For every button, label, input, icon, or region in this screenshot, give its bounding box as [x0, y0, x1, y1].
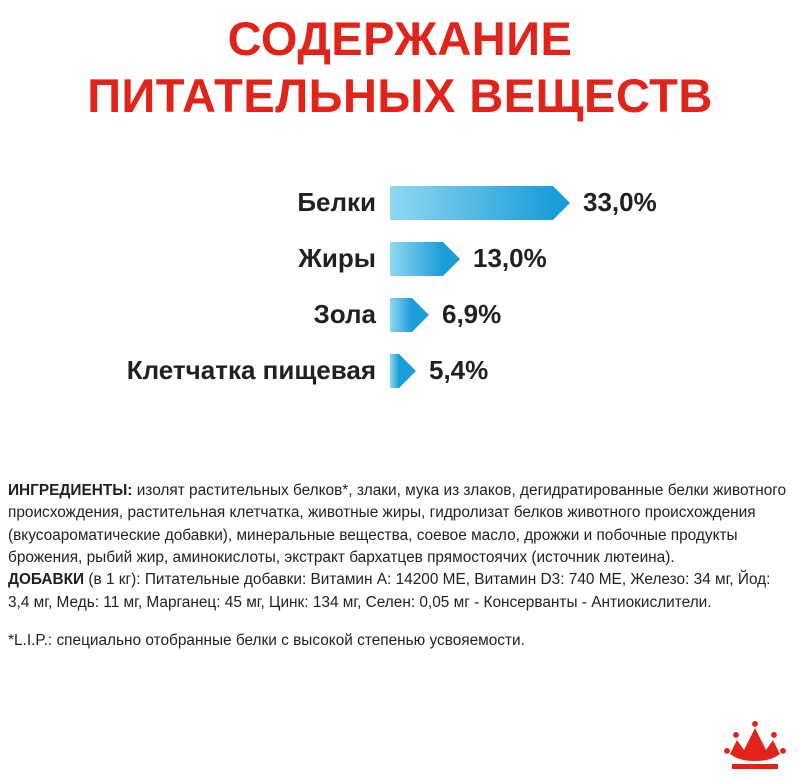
- bar-value: 5,4%: [429, 355, 489, 386]
- bar-protein: [390, 186, 553, 220]
- bar-fill: [390, 354, 399, 388]
- bar-value: 13,0%: [473, 243, 547, 274]
- bar-fill: [390, 186, 553, 220]
- bar-wrap: [390, 354, 488, 388]
- bar-fill: [390, 242, 443, 276]
- ingredients-label: ИНГРЕДИЕНТЫ:: [8, 482, 133, 499]
- chart-row: [0, 175, 800, 231]
- chart-row: [0, 231, 800, 287]
- bar-value: 6,9%: [442, 299, 502, 330]
- bar-arrow-tip: [412, 298, 429, 332]
- bar-label: Зола: [313, 299, 376, 330]
- bar-arrow-tip: [399, 354, 416, 388]
- bar-label: Клетчатка пищевая: [126, 355, 376, 386]
- additives-paragraph: [8, 569, 792, 614]
- bar-fat: [390, 242, 443, 276]
- ingredients-paragraph: [8, 480, 792, 569]
- composition-text: [8, 480, 792, 652]
- bar-label: Белки: [297, 187, 376, 218]
- nutrient-bar-chart: [0, 175, 800, 399]
- bar-label: Жиры: [298, 243, 376, 274]
- bar-wrap: [390, 242, 547, 276]
- chart-row: [0, 343, 800, 399]
- ingredients-body: изолят растительных белков*, злаки, мука из злаков, дегидратированные белки животного происхождения, растительная клетчатка, животные жиры, гидролизат белков животного происхождения (вкусоароматические добавки), минеральные вещества, соевое масло, дрожжи и побочные продукты брожения, рыбий жир, аминокислоты, экстракт бархатцев прямостоячих (источник лютеина).: [8, 482, 787, 566]
- bar-wrap: [390, 298, 501, 332]
- footnote: *L.I.P.: специально отобранные белки с высокой степенью усвояемости.: [8, 631, 525, 649]
- bar-wrap: [390, 186, 657, 220]
- title-line-1: СОДЕРЖАНИЕ: [227, 12, 573, 65]
- bar-ash: [390, 298, 412, 332]
- title-line-2: ПИТАТЕЛЬНЫХ ВЕЩЕСТВ: [87, 69, 713, 123]
- bar-arrow-tip: [553, 186, 570, 220]
- chart-row: [0, 287, 800, 343]
- text-spacer: [8, 614, 792, 630]
- bar-arrow-tip: [443, 242, 460, 276]
- additives-body: (в 1 кг): Питательные добавки: Витамин А: 14200 МЕ, Витамин D3: 740 МЕ, Железо: 34 мг, Йод: 3,4 мг, Медь: 11 мг, Марганец: 45 мг, Цинк: 134 мг, Селен: 0,05 мг - Консерванты - Антиокислители.: [8, 571, 771, 611]
- bar-fill: [390, 298, 412, 332]
- bar-value: 33,0%: [583, 187, 657, 218]
- additives-label: ДОБАВКИ: [8, 571, 85, 589]
- bar-fiber: [390, 354, 399, 388]
- page-title: [0, 0, 800, 125]
- royal-canin-logo: [724, 718, 786, 774]
